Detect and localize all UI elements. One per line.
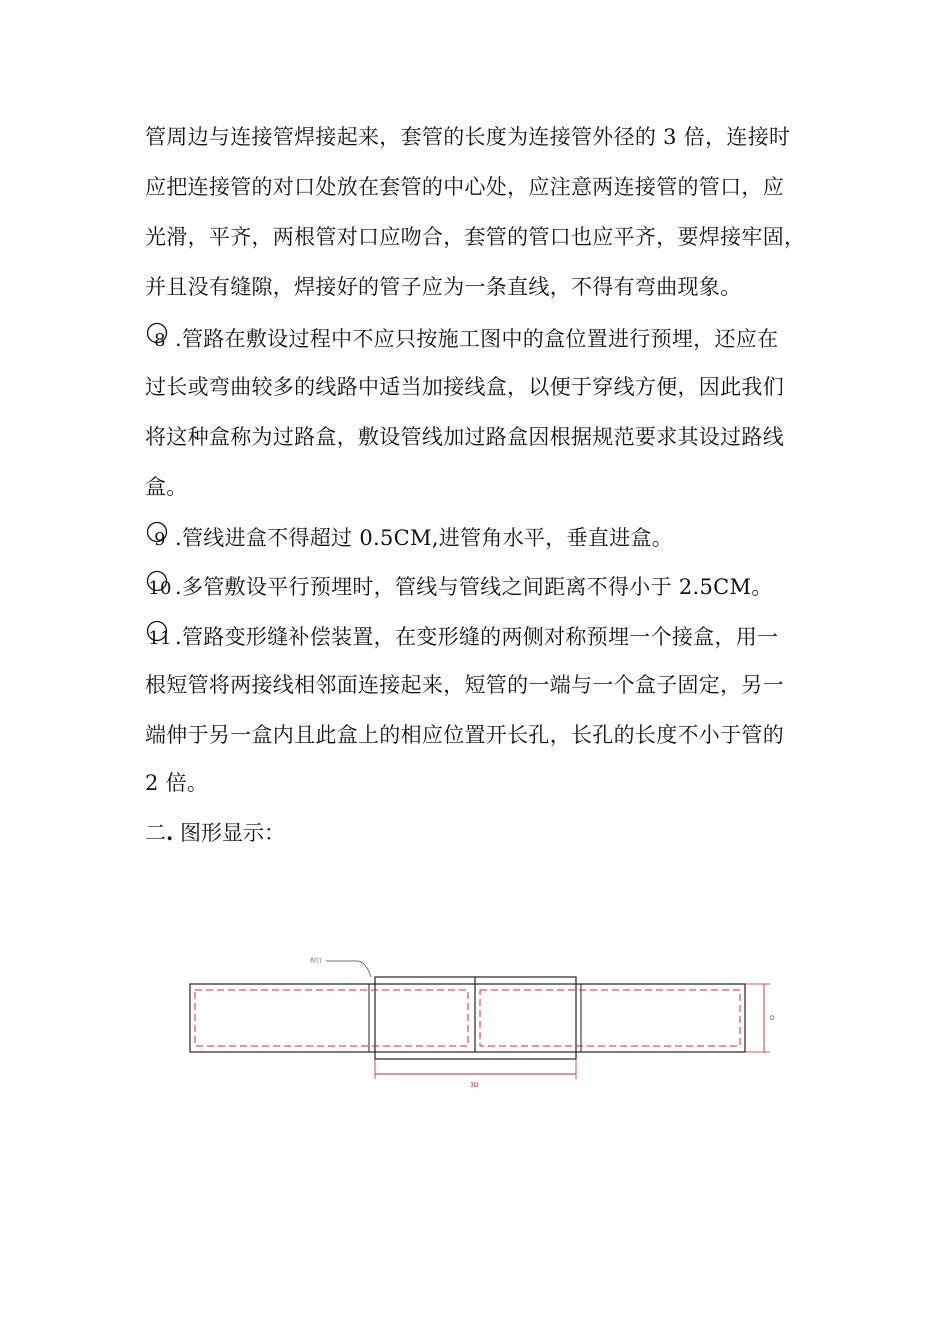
paragraph-line: 管周边与连接管焊接起来，套管的长度为连接管外径的 3 倍，连接时 xyxy=(145,125,791,149)
item-number: 11 xyxy=(148,628,172,649)
circled-number-marker xyxy=(145,521,173,549)
leader-line xyxy=(326,961,371,977)
item-line: 根短管将两接线相邻面连接起来，短管的一端与一个盒子固定，另一 xyxy=(145,673,784,697)
list-item-11 xyxy=(145,620,810,652)
item-text: .管路变形缝补偿装置，在变形缝的两侧对称预埋一个接盒，用一 xyxy=(175,625,779,649)
paragraph-line: 应把连接管的对口处放在套管的中心处，应注意两连接管的管口，应 xyxy=(145,175,784,199)
section-heading xyxy=(145,818,285,848)
list-item-8 xyxy=(145,322,810,354)
right-pipe-inner-dashed xyxy=(480,990,740,1046)
item-line: 端伸于另一盒内且此盒上的相应位置开长孔，长孔的长度不小于管的 xyxy=(145,723,784,747)
diameter-dimension-label: D xyxy=(770,1015,775,1022)
pipe-sleeve-diagram xyxy=(180,948,780,1088)
item-line: 将这种盒称为过路盒，敷设管线加过路盒因根据规范要求其设过路线 xyxy=(145,425,784,449)
list-item-9 xyxy=(145,521,810,553)
item-text: .管线进盒不得超过 0.5CM,进管角水平，垂直进盒。 xyxy=(175,526,674,550)
item-text: .管路在敷设过程中不应只按施工图中的盒位置进行预埋，还应在 xyxy=(175,327,779,351)
item-number: 10 xyxy=(148,578,172,599)
item-number: 9 xyxy=(154,529,166,550)
leader-label: 焊口 xyxy=(310,958,323,965)
section-dot: . xyxy=(166,820,174,845)
item-line: 过长或弯曲较多的线路中适当加接线盒，以便于穿线方便，因此我们 xyxy=(145,375,784,399)
section-number: 二 xyxy=(145,821,166,845)
item-number: 8 xyxy=(154,330,166,351)
circled-number-marker xyxy=(145,620,173,648)
length-dimension-label: 3D xyxy=(470,1082,479,1088)
paragraph-line: 并且没有缝隙，焊接好的管子应为一条直线，不得有弯曲现象。 xyxy=(145,275,742,299)
paragraph-line: 光滑，平齐，两根管对口应吻合，套管的管口也应平齐，要焊接牢固， xyxy=(145,225,806,249)
item-text: .多管敷设平行预埋时，管线与管线之间距离不得小于 2.5CM。 xyxy=(175,575,773,599)
left-pipe-inner-dashed xyxy=(195,990,468,1046)
section-title: 图形显示： xyxy=(173,821,285,845)
circled-number-marker xyxy=(145,570,173,598)
item-line: 盒。 xyxy=(145,475,188,499)
list-item-10 xyxy=(145,570,810,602)
item-line: 2 倍。 xyxy=(145,771,209,795)
circled-number-marker xyxy=(145,322,173,350)
